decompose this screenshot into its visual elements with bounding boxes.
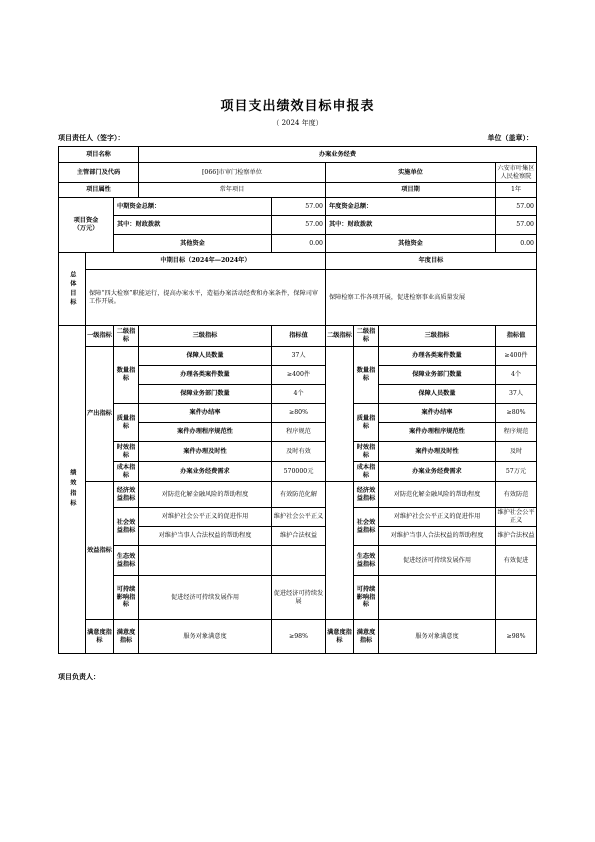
right-ql2-value: 程序规范 (496, 423, 537, 442)
left-s1-name: 对维护社会公平正义的促进作用 (139, 508, 272, 527)
left-ql1-name: 案件办结率 (139, 404, 272, 423)
right-c1-name: 办案业务经费需求 (379, 462, 496, 482)
right-benefit-spacer (326, 482, 354, 620)
left-cost: 成本指标 (114, 462, 139, 482)
right-c1-value: 57万元 (496, 462, 537, 482)
impl-value: 六安市叶集区人民检察院 (496, 163, 537, 183)
right-q3-value: 37人 (496, 385, 537, 404)
project-name: 办案业务经费 (139, 147, 537, 163)
right-ecology: 生态效益指标 (354, 546, 379, 576)
year-other-label: 其他资金 (326, 235, 496, 253)
left-q3-name: 保障业务部门数量 (139, 385, 272, 404)
right-q1-value: ≥400件 (496, 347, 537, 366)
right-s1-value: 维护社会公平正义 (496, 508, 537, 527)
period-label: 项目期 (326, 183, 496, 198)
right-quantity: 数量指标 (354, 347, 379, 404)
right-satisf: 满意度指标 (354, 620, 379, 654)
left-l3-header: 三级指标 (139, 326, 272, 347)
mid-goal-text: 保障“四大检察”职能运行，提高办案水平，造福办案活动经费和办案条件，保障司审工作开展。 (86, 270, 326, 326)
dept-label: 主管部门及代码 (59, 163, 139, 183)
right-s2-name: 对维护当事人合法权益的帮助程度 (379, 527, 496, 546)
left-val-header: 指标值 (272, 326, 326, 347)
right-satisfaction-group: 满意度指标 (326, 620, 354, 654)
left-q3-value: 4个 (272, 385, 326, 404)
left-m1-value: ≥98% (272, 620, 326, 654)
left-sustain: 可持续影响指标 (114, 576, 139, 620)
left-g1-value (272, 546, 326, 576)
dept-value: [066]市审门检察单位 (139, 163, 326, 183)
right-g1-name: 促进经济可持续发展作用 (379, 546, 496, 576)
right-t1-name: 案件办理及时性 (379, 442, 496, 462)
left-social: 社会效益指标 (114, 508, 139, 546)
right-cost: 成本指标 (354, 462, 379, 482)
left-g1-name (139, 546, 272, 576)
right-l2b-header: 二级指标 (354, 326, 379, 347)
left-satisf: 满意度指标 (114, 620, 139, 654)
right-timeliness: 时效指标 (354, 442, 379, 462)
mid-total-label: 中期资金总额： (114, 198, 272, 216)
right-ql2-name: 案件办理程序规范性 (379, 423, 496, 442)
right-ql1-value: ≥80% (496, 404, 537, 423)
year-other-value: 0.00 (496, 235, 537, 253)
right-t1-value: 及时 (496, 442, 537, 462)
attr-label: 项目属性 (59, 183, 139, 198)
left-ql2-value: 程序规范 (272, 423, 326, 442)
left-s2-value: 维护合法权益 (272, 527, 326, 546)
left-l1-header: 一级指标 (86, 326, 114, 347)
perf-indicator-label: 绩效指标 (59, 326, 86, 654)
right-q2-value: 4个 (496, 366, 537, 385)
right-sustain: 可持续影响指标 (354, 576, 379, 620)
left-q2-name: 办理各类案件数量 (139, 366, 272, 385)
mid-total-value: 57.00 (272, 198, 326, 216)
mid-other-value: 0.00 (272, 235, 326, 253)
satisfaction-group: 满意度指标 (86, 620, 114, 654)
performance-table (58, 146, 537, 654)
left-quality: 质量指标 (114, 404, 139, 442)
right-ql1-name: 案件办结率 (379, 404, 496, 423)
left-e1-value: 有效防范化解 (272, 482, 326, 508)
left-m1-name: 服务对象满意度 (139, 620, 272, 654)
mid-goal-header: 中期目标（2024年—2024年） (86, 253, 326, 270)
right-output-spacer (326, 347, 354, 482)
right-quality: 质量指标 (354, 404, 379, 442)
left-ql2-name: 案件办理程序规范性 (139, 423, 272, 442)
mid-fiscal-value: 57.00 (272, 216, 326, 235)
right-q1-name: 办理各类案件数量 (379, 347, 496, 366)
left-ql1-value: ≥80% (272, 404, 326, 423)
right-m1-name: 服务对象满意度 (379, 620, 496, 654)
left-quantity: 数量指标 (114, 347, 139, 404)
left-q1-value: 37人 (272, 347, 326, 366)
left-ecology: 生态效益指标 (114, 546, 139, 576)
left-s2-name: 对维护当事人合法权益的帮助程度 (139, 527, 272, 546)
left-p1-value: 促进经济可持续发展 (272, 576, 326, 620)
left-c1-name: 办案业务经费需求 (139, 462, 272, 482)
funds-label: 项目资金 （万元） (59, 198, 114, 253)
impl-label: 实施单位 (326, 163, 496, 183)
project-name-label: 项目名称 (59, 147, 139, 163)
right-m1-value: ≥98% (496, 620, 537, 654)
left-p1-name: 促进经济可持续发展作用 (139, 576, 272, 620)
output-group: 产出指标 (86, 347, 114, 482)
right-p1-name (379, 576, 496, 620)
right-s1-name: 对维护社会公平正义的促进作用 (379, 508, 496, 527)
left-economic: 经济效益指标 (114, 482, 139, 508)
left-c1-value: 570000元 (272, 462, 326, 482)
overall-goal-label: 总体目标 (59, 253, 86, 326)
responsible-label: 项目责任人（签字）： (58, 133, 125, 142)
left-q1-name: 保障人员数量 (139, 347, 272, 366)
right-e1-name: 对防范化解金融风险的帮助程度 (379, 482, 496, 508)
mid-fiscal-label: 其中：财政拨款 (114, 216, 272, 235)
attr-value: 常年项目 (139, 183, 326, 198)
year-goal-text: 保障检察工作各项开展，促进检察事业高质量发展 (326, 270, 537, 326)
form-title: 项目支出绩效目标申报表 (220, 99, 375, 114)
year-line: （ 2024 年度） (272, 119, 323, 127)
right-val-header: 指标值 (496, 326, 537, 347)
year-fiscal-label: 其中：财政拨款 (326, 216, 496, 235)
left-s1-value: 维护社会公平正义 (272, 508, 326, 527)
right-l2-header: 二级指标 (326, 326, 354, 347)
right-q2-name: 保障业务部门数量 (379, 366, 496, 385)
left-l2-header: 二级指标 (114, 326, 139, 347)
right-l3-header: 三级指标 (379, 326, 496, 347)
right-social: 社会效益指标 (354, 508, 379, 546)
footer-label: 项目负责人： (58, 672, 100, 681)
left-t1-name: 案件办理及时性 (139, 442, 272, 462)
year-fiscal-value: 57.00 (496, 216, 537, 235)
unit-label: 单位（盖章）： (487, 133, 533, 142)
year-total-value: 57.00 (496, 198, 537, 216)
right-g1-value: 有效促进 (496, 546, 537, 576)
left-e1-name: 对防范化解金融风险的帮助程度 (139, 482, 272, 508)
left-t1-value: 及时有效 (272, 442, 326, 462)
year-total-label: 年度资金总额： (326, 198, 496, 216)
benefit-group: 效益指标 (86, 482, 114, 620)
period-value: 1年 (496, 183, 537, 198)
right-q3-name: 保障人员数量 (379, 385, 496, 404)
right-economic: 经济效益指标 (354, 482, 379, 508)
right-p1-value (496, 576, 537, 620)
left-timeliness: 时效指标 (114, 442, 139, 462)
year-goal-header: 年度目标 (326, 253, 537, 270)
left-q2-value: ≥400件 (272, 366, 326, 385)
right-s2-value: 维护合法权益 (496, 527, 537, 546)
mid-other-label: 其他资金 (114, 235, 272, 253)
right-e1-value: 有效防范 (496, 482, 537, 508)
